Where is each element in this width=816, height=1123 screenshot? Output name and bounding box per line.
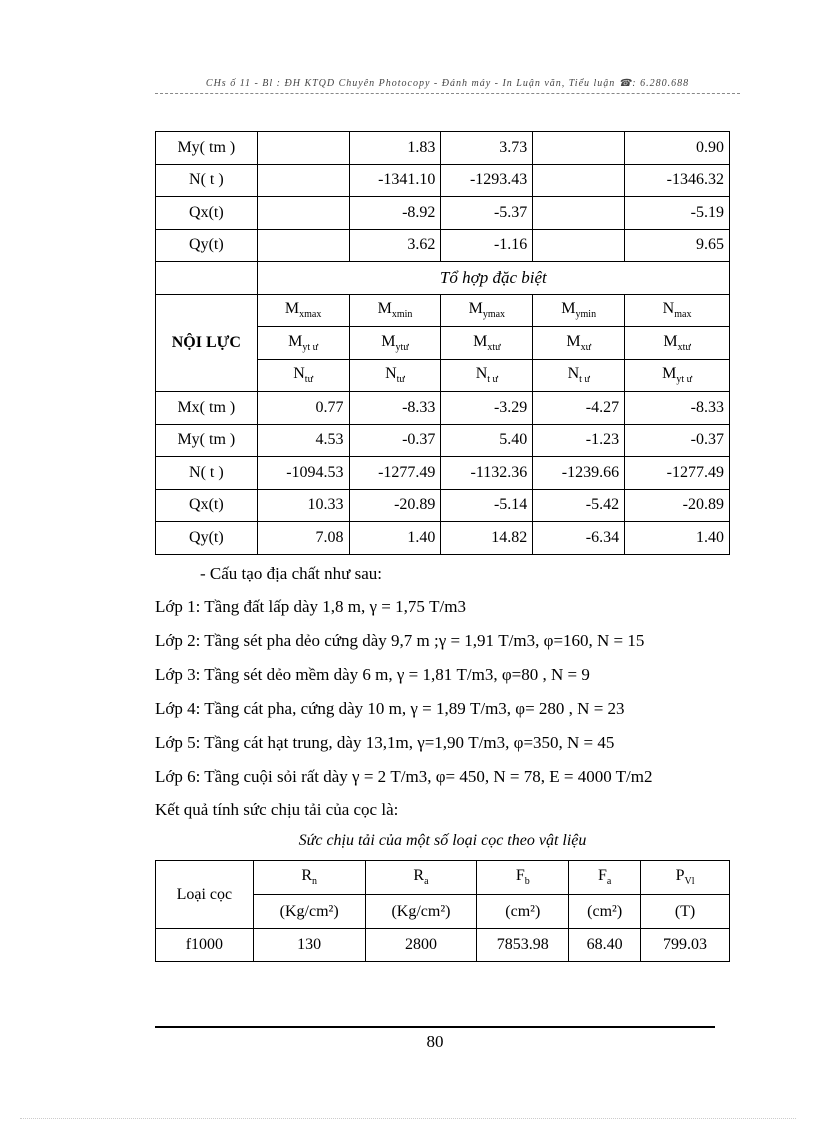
row-label: Qx(t) (156, 489, 258, 522)
row-label: Qy(t) (156, 522, 258, 555)
header-divider (155, 93, 740, 94)
special-combination-title: Tổ hợp đặc biệt (257, 262, 729, 295)
special-combination-row (156, 262, 730, 295)
table-row: Mx( tm ) 0.77 -8.33 -3.29 -4.27 -8.33 (156, 392, 730, 425)
row-label: N( t ) (156, 164, 258, 197)
row-label: My( tm ) (156, 132, 258, 165)
geology-layer-4: Lớp 4: Tầng cát pha, cứng dày 10 m, γ = 1,89 T/m3, φ= 280 , N = 23 (155, 699, 625, 718)
table-row: My( tm ) 4.53 -0.37 5.40 -1.23 -0.37 (156, 424, 730, 457)
unit-row: (Kg/cm²) (Kg/cm²) (cm²) (cm²) (T) (156, 895, 730, 929)
table-row: f1000 130 2800 7853.98 68.40 799.03 (156, 929, 730, 962)
row-label: Qx(t) (156, 197, 258, 230)
header-row: $M_{yt ư}$ $M_{ytư}$ $M_{xtư}$ $M_{xư}$ $M_{xtư}$ (156, 327, 730, 360)
header-row: NỘI LỰC $M_{xmax}$ $M_{xmin}$ $M_{ymax}$ $M_{ymin}$ $N_{max}$ (156, 294, 730, 327)
bearing-capacity-intro: Kết quả tính sức chịu tải của cọc là: (155, 800, 399, 819)
page-number: 80 (426, 1032, 444, 1051)
table-row: N( t ) -1094.53 -1277.49 -1132.36 -1239.66 -1277.49 (156, 457, 730, 490)
table-row: Qy(t) 7.08 1.40 14.82 -6.34 1.40 (156, 522, 730, 555)
bearing-capacity-table (155, 860, 730, 962)
table-row: N( t ) -1341.10 -1293.43 -1346.32 (156, 164, 730, 197)
geology-layer-6: Lớp 6: Tầng cuội sỏi rất dày γ = 2 T/m3, φ= 450, N = 78, E = 4000 T/m2 (155, 767, 653, 786)
table-caption: Sức chịu tải của một số loại cọc theo vật liệu (298, 832, 587, 849)
row-label: My( tm ) (156, 424, 258, 457)
header-row: $N_{tư}$ $N_{tư}$ $N_{t ư}$ $N_{t ư}$ $M_{yt ư}$ (156, 359, 730, 392)
internal-forces-table (155, 131, 730, 555)
table-row: My( tm ) 1.83 3.73 0.90 (156, 132, 730, 165)
pile-type-header: Loại cọc (156, 861, 254, 929)
geology-layer-5: Lớp 5: Tầng cát hạt trung, dày 13,1m, γ=1,90 T/m3, φ=350, N = 45 (155, 733, 615, 752)
header-row: Loại cọc $R_n$ $R_a$ $F_b$ $F_a$ $P_{Vl}$ (156, 861, 730, 895)
row-label: N( t ) (156, 457, 258, 490)
table-row: Qy(t) 3.62 -1.16 9.65 (156, 229, 730, 262)
row-label: Mx( tm ) (156, 392, 258, 425)
geology-intro: - Cấu tạo địa chất như sau: (200, 564, 382, 583)
noi-luc-label: NỘI LỰC (156, 294, 258, 392)
geology-layer-3: Lớp 3: Tầng sét dẻo mềm dày 6 m, γ = 1,81 T/m3, φ=80 , N = 9 (155, 665, 590, 684)
geology-layer-2: Lớp 2: Tầng sét pha dẻo cứng dày 9,7 m ;γ = 1,91 T/m3, φ=160, N = 15 (155, 631, 645, 650)
table-row: Qx(t) 10.33 -20.89 -5.14 -5.42 -20.89 (156, 489, 730, 522)
row-label: Qy(t) (156, 229, 258, 262)
page-header: CHs ố 11 - Bl : ĐH KTQD Chuyên Photocopy - Đánh máy - In Luận văn, Tiểu luận ☎: 6.280.688 (205, 78, 690, 89)
table-row: Qx(t) -8.92 -5.37 -5.19 (156, 197, 730, 230)
geology-layer-1: Lớp 1: Tầng đất lấp dày 1,8 m, γ = 1,75 T/m3 (155, 597, 466, 616)
bottom-dotted-border (20, 1118, 796, 1119)
footer-divider (155, 1026, 715, 1028)
